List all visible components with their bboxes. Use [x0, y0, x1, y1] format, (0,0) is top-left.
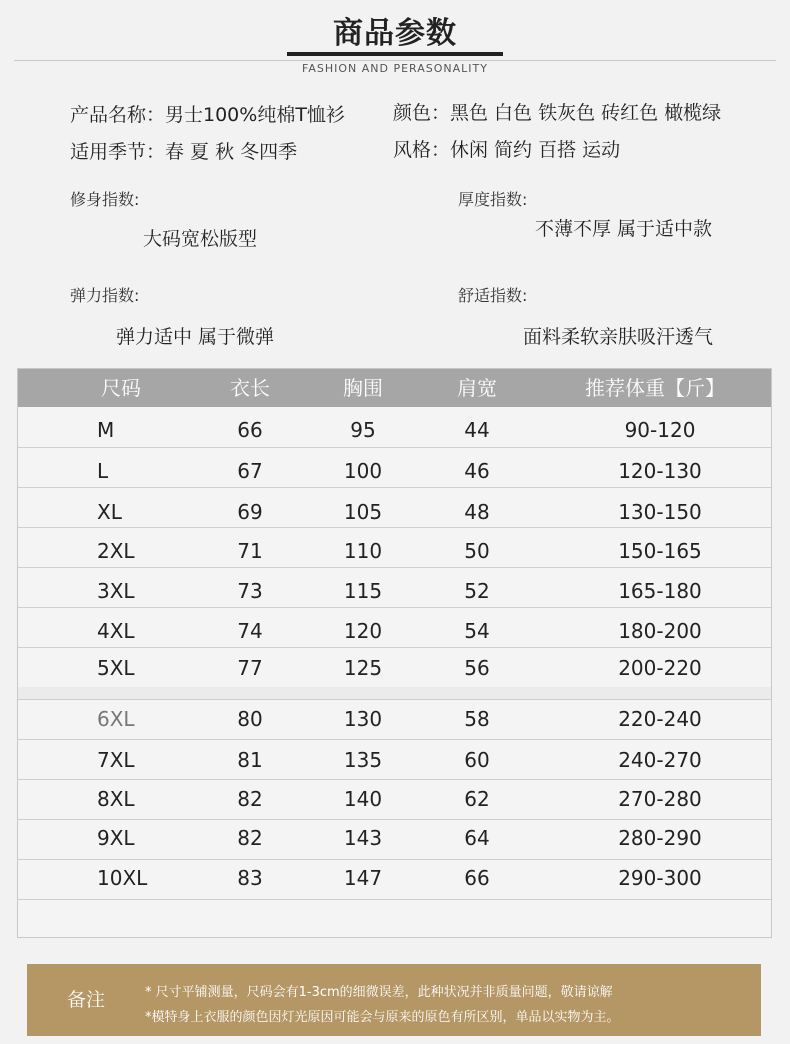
header-shoulder: 肩宽 [457, 376, 497, 400]
cell-shoulder: 52 [464, 579, 490, 603]
cell-weight: 280-290 [618, 826, 702, 850]
cell-length: 69 [237, 500, 263, 524]
comfort-index-value: 面料柔软亲肤吸汗透气 [523, 326, 714, 348]
row-divider [18, 779, 771, 780]
note-line-2: *模特身上衣服的颜色因灯光原因可能会与原来的原色有所区别，单品以实物为主。 [145, 1010, 620, 1025]
cell-weight: 165-180 [618, 579, 702, 603]
row-divider [18, 819, 771, 820]
cell-size: 4XL [97, 619, 135, 643]
cell-size: M [97, 418, 115, 442]
table-row [18, 459, 771, 489]
fit-index-value: 大码宽松版型 [143, 228, 258, 250]
cell-length: 83 [237, 866, 263, 890]
row-divider [18, 739, 771, 740]
color-options: 颜色：黑色 白色 铁灰色 砖红色 橄榄绿 [393, 102, 722, 124]
header-size: 尺码 [101, 376, 141, 400]
table-row [18, 707, 771, 737]
cell-shoulder: 58 [464, 707, 490, 731]
note-label: 备注 [67, 989, 106, 1011]
cell-size: 3XL [97, 579, 135, 603]
cell-weight: 130-150 [618, 500, 702, 524]
table-row [18, 787, 771, 817]
table-row [18, 866, 771, 896]
table-row [18, 656, 771, 686]
cell-length: 80 [237, 707, 263, 731]
cell-chest: 115 [343, 579, 383, 603]
cell-size: 9XL [97, 826, 135, 850]
cell-weight: 180-200 [618, 619, 702, 643]
cell-shoulder: 62 [464, 787, 490, 811]
cell-weight: 90-120 [624, 418, 696, 442]
cell-size: XL [97, 500, 122, 524]
cell-chest: 120 [343, 619, 383, 643]
cell-length: 82 [237, 787, 263, 811]
cell-chest: 147 [343, 866, 383, 890]
elastic-index-value: 弹力适中 属于微弹 [116, 326, 275, 348]
note-banner [27, 964, 761, 1036]
cell-length: 82 [237, 826, 263, 850]
cell-length: 73 [237, 579, 263, 603]
cell-length: 74 [237, 619, 263, 643]
header-length: 衣长 [230, 376, 270, 400]
row-divider [18, 899, 771, 900]
table-row [18, 748, 771, 778]
cell-shoulder: 44 [464, 418, 490, 442]
cell-chest: 143 [343, 826, 383, 850]
cell-chest: 100 [343, 459, 383, 483]
cell-weight: 290-300 [618, 866, 702, 890]
cell-size: 10XL [97, 866, 148, 890]
table-header [18, 369, 771, 407]
elastic-index-label: 弹力指数: [70, 286, 140, 305]
cell-shoulder: 66 [464, 866, 490, 890]
cell-size: L [97, 459, 109, 483]
cell-size: 8XL [97, 787, 135, 811]
cell-chest: 105 [343, 500, 383, 524]
table-row [18, 539, 771, 569]
product-name: 产品名称：男士100%纯棉T恤衫 [70, 104, 345, 126]
cell-chest: 130 [343, 707, 383, 731]
cell-chest: 135 [343, 748, 383, 772]
cell-shoulder: 64 [464, 826, 490, 850]
cell-length: 67 [237, 459, 263, 483]
table-row [18, 418, 771, 448]
page-subtitle: FASHION AND PERASONALITY [302, 62, 488, 75]
cell-shoulder: 46 [464, 459, 490, 483]
cell-length: 71 [237, 539, 263, 563]
table-row [18, 826, 771, 856]
cell-size: 6XL [97, 707, 135, 731]
cell-chest: 125 [343, 656, 383, 680]
cell-shoulder: 48 [464, 500, 490, 524]
cell-size: 5XL [97, 656, 135, 680]
size-table [17, 368, 772, 938]
row-divider [18, 607, 771, 608]
cell-chest: 110 [343, 539, 383, 563]
row-divider [18, 647, 771, 648]
row-divider [18, 567, 771, 568]
style: 风格：休闲 简约 百搭 运动 [393, 139, 621, 161]
row-divider [18, 447, 771, 448]
cell-chest: 95 [350, 418, 376, 442]
cell-weight: 200-220 [618, 656, 702, 680]
table-row [18, 619, 771, 649]
cell-length: 77 [237, 656, 263, 680]
thickness-index-label: 厚度指数: [458, 190, 528, 209]
row-divider [18, 859, 771, 860]
fit-index-label: 修身指数: [70, 190, 140, 209]
cell-length: 81 [237, 748, 263, 772]
row-divider [18, 487, 771, 488]
cell-weight: 220-240 [618, 707, 702, 731]
cell-shoulder: 56 [464, 656, 490, 680]
header-chest: 胸围 [343, 376, 383, 400]
cell-weight: 150-165 [618, 539, 702, 563]
cell-length: 66 [237, 418, 263, 442]
season: 适用季节：春 夏 秋 冬四季 [70, 141, 298, 163]
cell-chest: 140 [343, 787, 383, 811]
cell-size: 2XL [97, 539, 135, 563]
table-row [18, 500, 771, 530]
cell-weight: 270-280 [618, 787, 702, 811]
cell-size: 7XL [97, 748, 135, 772]
comfort-index-label: 舒适指数: [458, 286, 528, 305]
note-line-1: * 尺寸平铺测量，尺码会有1-3cm的细微误差，此种状况并非质量问题，敬请谅解 [145, 985, 613, 1000]
cell-shoulder: 50 [464, 539, 490, 563]
cell-weight: 240-270 [618, 748, 702, 772]
cell-shoulder: 60 [464, 748, 490, 772]
page-title: 商品参数 [333, 16, 457, 51]
header-divider [14, 60, 776, 61]
thickness-index-value: 不薄不厚 属于适中款 [535, 218, 713, 240]
header-weight: 推荐体重【斤】 [585, 376, 725, 400]
cell-weight: 120-130 [618, 459, 702, 483]
table-gap [18, 687, 771, 700]
title-underline [287, 52, 503, 56]
table-row [18, 579, 771, 609]
cell-shoulder: 54 [464, 619, 490, 643]
row-divider [18, 527, 771, 528]
